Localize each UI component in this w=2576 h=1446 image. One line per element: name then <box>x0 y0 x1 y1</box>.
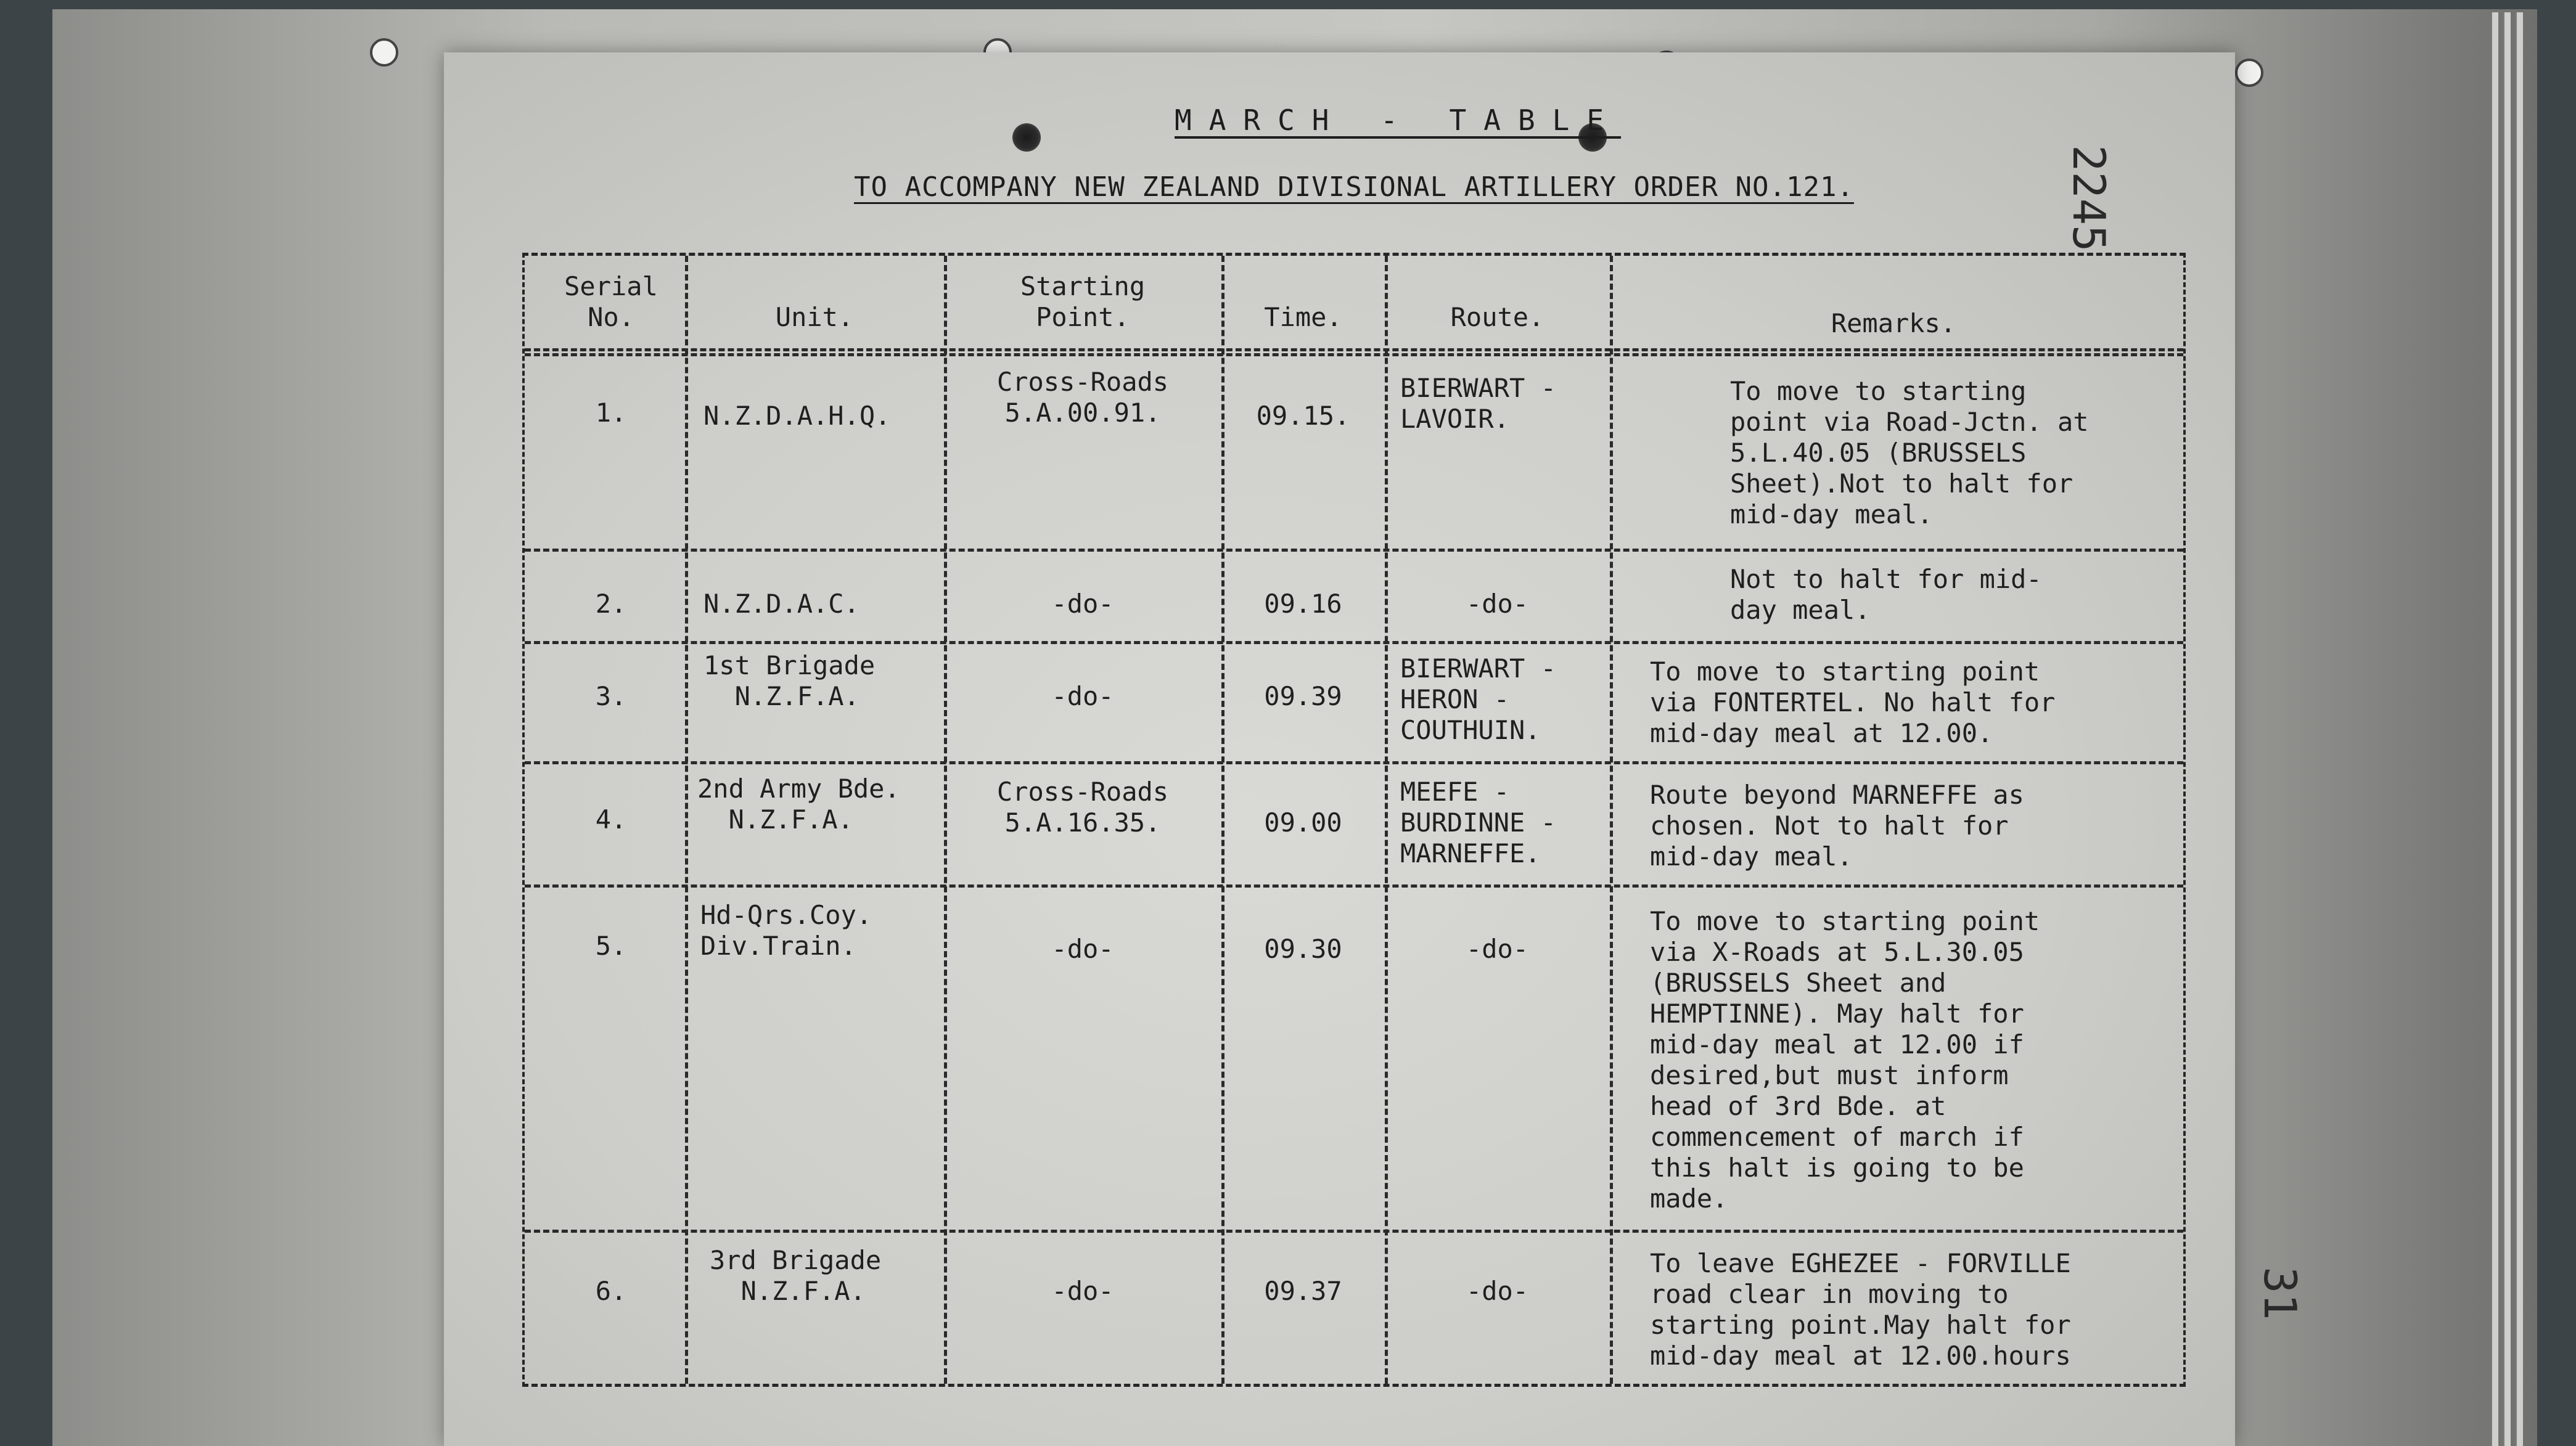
row5-time: 09.30 <box>1264 934 1342 964</box>
row4-route: MEEFE - BURDINNE - MARNEFFE. <box>1400 777 1556 868</box>
row6-remarks: To leave EGHEZEE - FORVILLE road clear in moving to starting point.May halt for mid-day meal at 12.00.hours <box>1650 1248 2071 1371</box>
row1-remarks: To move to starting point via Road-Jctn. at 5.L.40.05 (BRUSSELS Sheet).Not to halt for mid-day meal. <box>1730 376 2089 529</box>
row-divider <box>525 549 2183 552</box>
column-divider <box>1221 256 1224 1384</box>
header-serial: Serial No. <box>564 271 658 332</box>
punch-hole <box>1012 123 1041 152</box>
march-table <box>522 253 2186 1387</box>
row-divider <box>525 761 2183 764</box>
row2-starting-point: -do- <box>1051 589 1114 619</box>
row4-unit: 2nd Army Bde. N.Z.F.A. <box>697 774 900 835</box>
row5-unit: Hd-Qrs.Coy. Div.Train. <box>700 900 872 961</box>
page-number-stamp: 2245 <box>2063 145 2115 252</box>
header-divider <box>525 353 2183 356</box>
row2-time: 09.16 <box>1264 589 1342 619</box>
row5-remarks: To move to starting point via X-Roads at 5.L.30.05 (BRUSSELS Sheet and HEMPTINNE). May halt for mid-day meal at 12.00 if desired,but must inform head of 3rd Bde. at commencement of march if this halt is going to be made. <box>1650 906 2040 1214</box>
folio-number: 31 <box>2254 1267 2306 1320</box>
header-divider <box>525 348 2183 351</box>
row6-starting-point: -do- <box>1051 1276 1114 1306</box>
header-unit: Unit. <box>775 302 854 332</box>
page-title: MARCH - TABLE <box>1175 104 1622 137</box>
row3-route: BIERWART - HERON - COUTHUIN. <box>1400 653 1556 745</box>
row3-remarks: To move to starting point via FONTERTEL. No halt for mid-day meal at 12.00. <box>1650 656 2056 748</box>
column-divider <box>944 256 947 1384</box>
row4-time: 09.00 <box>1264 807 1342 838</box>
row-divider <box>525 1230 2183 1233</box>
row4-serial: 4. <box>595 804 627 835</box>
page-subtitle: TO ACCOMPANY NEW ZEALAND DIVISIONAL ARTILLERY ORDER NO.121. <box>854 171 1854 203</box>
row4-starting-point: Cross-Roads 5.A.16.35. <box>996 777 1169 838</box>
binder-ring-hole <box>370 38 398 67</box>
row3-unit: 1st Brigade N.Z.F.A. <box>703 650 876 711</box>
row5-serial: 5. <box>595 931 627 961</box>
row1-serial: 1. <box>595 398 627 428</box>
page-edge <box>2516 12 2523 1446</box>
row1-starting-point: Cross-Roads 5.A.00.91. <box>996 367 1169 428</box>
row-divider <box>525 641 2183 644</box>
column-divider <box>1610 256 1613 1384</box>
row2-serial: 2. <box>595 589 627 619</box>
row1-route: BIERWART - LAVOIR. <box>1400 373 1556 434</box>
row2-route: -do- <box>1466 589 1529 619</box>
row-divider <box>525 884 2183 888</box>
header-starting-point: Starting Point. <box>1020 271 1146 332</box>
row4-remarks: Route beyond MARNEFFE as chosen. Not to halt for mid-day meal. <box>1650 780 2024 872</box>
header-route: Route. <box>1450 302 1544 332</box>
row5-starting-point: -do- <box>1051 934 1114 964</box>
header-time: Time. <box>1264 302 1342 332</box>
row2-unit: N.Z.D.A.C. <box>703 589 859 619</box>
row2-remarks: Not to halt for mid- day meal. <box>1730 564 2042 625</box>
column-divider <box>1385 256 1388 1384</box>
row1-time: 09.15. <box>1256 401 1350 431</box>
row6-serial: 6. <box>595 1276 627 1306</box>
column-divider <box>685 256 688 1384</box>
row6-unit: 3rd Brigade N.Z.F.A. <box>710 1245 882 1306</box>
binder-ring-hole <box>2235 59 2263 87</box>
page-edge <box>2491 12 2498 1446</box>
row6-route: -do- <box>1466 1276 1529 1306</box>
row6-time: 09.37 <box>1264 1276 1342 1306</box>
page-edge <box>2503 12 2511 1446</box>
row1-unit: N.Z.D.A.H.Q. <box>703 401 891 431</box>
row3-starting-point: -do- <box>1051 681 1114 711</box>
header-remarks: Remarks. <box>1831 308 1956 338</box>
row5-route: -do- <box>1466 934 1529 964</box>
row3-serial: 3. <box>595 681 627 711</box>
row3-time: 09.39 <box>1264 681 1342 711</box>
